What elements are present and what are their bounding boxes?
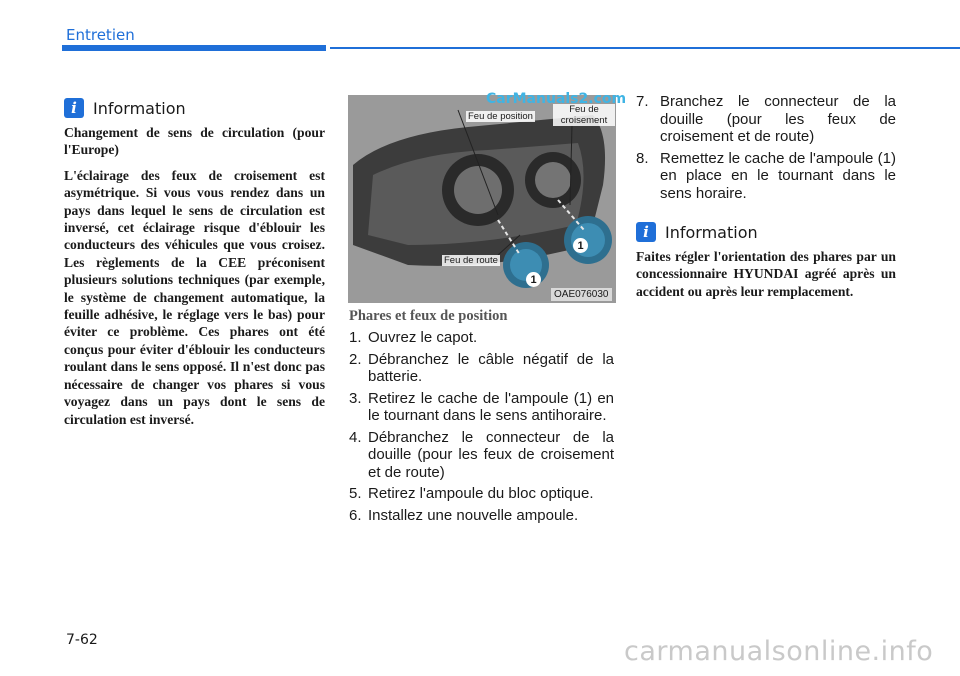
figure-code: OAE076030 [551, 288, 612, 301]
left-info-body [64, 124, 325, 436]
list-item: 1. Ouvrez le capot. [349, 329, 478, 346]
left-info-subtitle: Changement de sens de circulation (pour l'Europe) [64, 125, 325, 158]
left-info-title: Information [93, 98, 186, 118]
right-info-paragraph: Faites régler l'orientation des phares par un concessionnaire HYUNDAI agréé après un accident ou après leur remplacement. [636, 249, 896, 299]
list-item: 8. Remettez le cache de l'ampoule (1) en place en le tournant dans le sens horaire. [636, 149, 896, 202]
headlamp-figure [348, 95, 616, 303]
page-number: 7-62 [66, 632, 98, 648]
info-icon: i [636, 222, 656, 242]
right-info-heading [636, 222, 758, 242]
label-low-beam: Feu de croisement [553, 104, 615, 126]
header-rule-thin [330, 47, 960, 49]
list-item: 6. Installez une nouvelle ampoule. [349, 506, 579, 524]
right-info-title: Information [665, 222, 758, 242]
list-item: 2. Débranchez le câble négatif de la batterie. [349, 350, 614, 385]
procedure-steps-continued [636, 93, 896, 206]
left-info-heading [64, 98, 186, 118]
label-position-light: Feu de position [468, 111, 533, 122]
watermark-logo: CarManuals2.com [486, 91, 627, 107]
header-rule-thick [62, 45, 326, 51]
list-item: 4. Débranchez le connecteur de la douille (pour les feux de croisement et de route) [349, 428, 614, 481]
label-high-beam: Feu de route [444, 255, 498, 266]
headlamp-illustration [348, 95, 616, 303]
footer-watermark: carmanualsonline.info [624, 636, 934, 667]
callout-1-right: 1 [573, 238, 588, 253]
info-icon: i [64, 98, 84, 118]
procedure-title: Phares et feux de position [349, 308, 508, 324]
right-info-body [636, 248, 896, 308]
list-item: 5. Retirez l'ampoule du bloc optique. [349, 485, 594, 502]
list-item: 3. Retirez le cache de l'ampoule (1) en le tournant dans le sens antihoraire. [349, 389, 614, 424]
procedure-steps [349, 329, 614, 528]
section-header-title: Entretien [66, 26, 135, 44]
list-item: 7. Branchez le connecteur de la douille (pour les feux de croisement et de route) [636, 93, 896, 145]
callout-1-left: 1 [526, 272, 541, 287]
left-info-paragraph: L'éclairage des feux de croisement est asymétrique. Si vous vous rendez dans un pays dans lequel le sens de circulation est inversé, cet éclairage risque d'éblouir les conducteurs des véhicules que vous croisez. Les règlements de la CEE préconisent plusieurs solutions techniques (par exemple, le système de changement automatique, la feuille adhésive, le réglage vers le bas) pour éviter ce problème. Ces phares ont été conçus pour éviter d'éblouir les conducteurs roulant dans le sens opposé. Il n'est donc pas nécessaire de changer vos phares si vous voyagez dans un pays dont le sens de circulation est inversé. [64, 167, 325, 427]
